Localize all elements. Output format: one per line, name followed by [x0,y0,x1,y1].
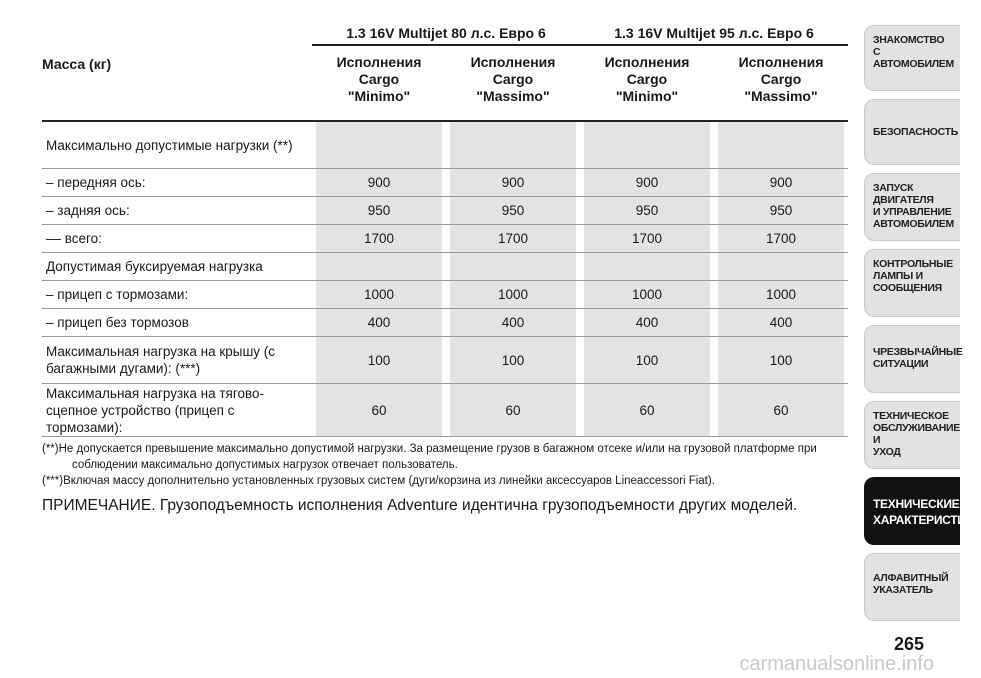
value-cell: 1000 [316,281,442,308]
watermark: carmanualsonline.info [739,653,934,675]
value-cell: 950 [584,197,710,224]
table-row [42,225,848,253]
table-row [42,281,848,309]
value-cell: 1700 [584,225,710,252]
mass-label: Масса (кг) [42,46,312,122]
page-number: 265 [893,634,924,654]
value-cell: 1700 [450,225,576,252]
value-cell: 900 [584,169,710,196]
value-cell [718,122,844,168]
note-remark: ПРИМЕЧАНИЕ. Грузоподъемность исполнения Adventure идентична грузоподъемности других моделей. [42,497,798,514]
value-cell [450,253,576,280]
value-cell: 950 [316,197,442,224]
value-cell [584,253,710,280]
tab-starting-driving[interactable]: ЗАПУСК ДВИГАТЕЛЯ И УПРАВЛЕНИЕ АВТОМОБИЛЕМ [864,173,960,241]
row-label: Максимальная нагрузка на крышу (с багажными дугами): (***) [42,337,312,384]
value-cell: 1700 [718,225,844,252]
engine-header-80: 1.3 16V Multijet 80 л.с. Евро 6 [312,22,580,46]
footnotes [42,441,848,489]
chapter-index-sidebar [856,25,981,621]
value-cell [584,122,710,168]
tab-technical-specifications[interactable]: ТЕХНИЧЕСКИЕ ХАРАКТЕРИСТИКИ [864,477,960,545]
row-label: – задняя ось: [42,197,312,225]
value-cell: 950 [450,197,576,224]
row-label: Допустимая буксируемая нагрузка [42,253,312,281]
value-cell: 900 [450,169,576,196]
value-cell: 900 [316,169,442,196]
value-cell: 1000 [584,281,710,308]
tab-safety[interactable]: БЕЗОПАСНОСТЬ [864,99,960,165]
engine-header-95: 1.3 16V Multijet 95 л.с. Евро 6 [580,22,848,46]
value-cell: 60 [584,384,710,436]
tab-introduction[interactable]: ЗНАКОМСТВО С АВТОМОБИЛЕМ [864,25,960,91]
value-cell: 400 [584,309,710,336]
spec-content [42,22,848,515]
value-cell [450,122,576,168]
variant-header: Исполнения Cargo "Massimo" [714,46,848,122]
value-cell: 950 [718,197,844,224]
row-label: – прицеп без тормозов [42,309,312,337]
value-cell: 60 [316,384,442,436]
load-capacity-table [42,22,848,437]
footnote: (***)Включая массу дополнительно установленных грузовых систем (дуги/корзина из линейки аксессуаров Lineaccessori Fiat). [42,475,715,487]
value-cell [316,253,442,280]
tab-alphabetical-index[interactable]: АЛФАВИТНЫЙ УКАЗАТЕЛЬ [864,553,960,621]
value-cell [718,253,844,280]
value-cell: 400 [718,309,844,336]
value-cell [316,122,442,168]
value-cell: 100 [450,337,576,383]
value-cell: 60 [450,384,576,436]
row-label: Максимальная нагрузка на тягово-сцепное устройство (прицеп с тормозами): [42,384,312,437]
value-cell: 1000 [450,281,576,308]
row-label: – прицеп с тормозами: [42,281,312,309]
value-cell: 1000 [718,281,844,308]
value-cell: 400 [450,309,576,336]
row-label: – передняя ось: [42,169,312,197]
value-cell: 100 [316,337,442,383]
table-row [42,122,848,169]
value-cell: 100 [718,337,844,383]
row-label: –– всего: [42,225,312,253]
tab-emergencies[interactable]: ЧРЕЗВЫЧАЙНЫЕ СИТУАЦИИ [864,325,960,393]
variant-header: Исполнения Cargo "Minimo" [312,46,446,122]
table-row [42,197,848,225]
variant-header: Исполнения Cargo "Massimo" [446,46,580,122]
footnote: (**)Не допускается превышение максимально допустимой нагрузки. За размещение грузов в багажном отсеке и/или на грузовой платформе при соблюдении максимально допустимых нагрузок отвечает пользователь. [42,443,817,471]
table-row [42,253,848,281]
value-cell: 100 [584,337,710,383]
value-cell: 1700 [316,225,442,252]
table-row [42,337,848,384]
tab-maintenance[interactable]: ТЕХНИЧЕСКОЕ ОБСЛУЖИВАНИЕ И УХОД [864,401,960,469]
tab-warning-lights[interactable]: КОНТРОЛЬНЫЕ ЛАМПЫ И СООБЩЕНИЯ [864,249,960,317]
table-row [42,169,848,197]
table-row [42,384,848,437]
variant-header: Исполнения Cargo "Minimo" [580,46,714,122]
row-label: Максимально допустимые нагрузки (**) [42,122,312,169]
value-cell: 60 [718,384,844,436]
table-corner [42,22,312,46]
value-cell: 400 [316,309,442,336]
value-cell: 900 [718,169,844,196]
table-row [42,309,848,337]
